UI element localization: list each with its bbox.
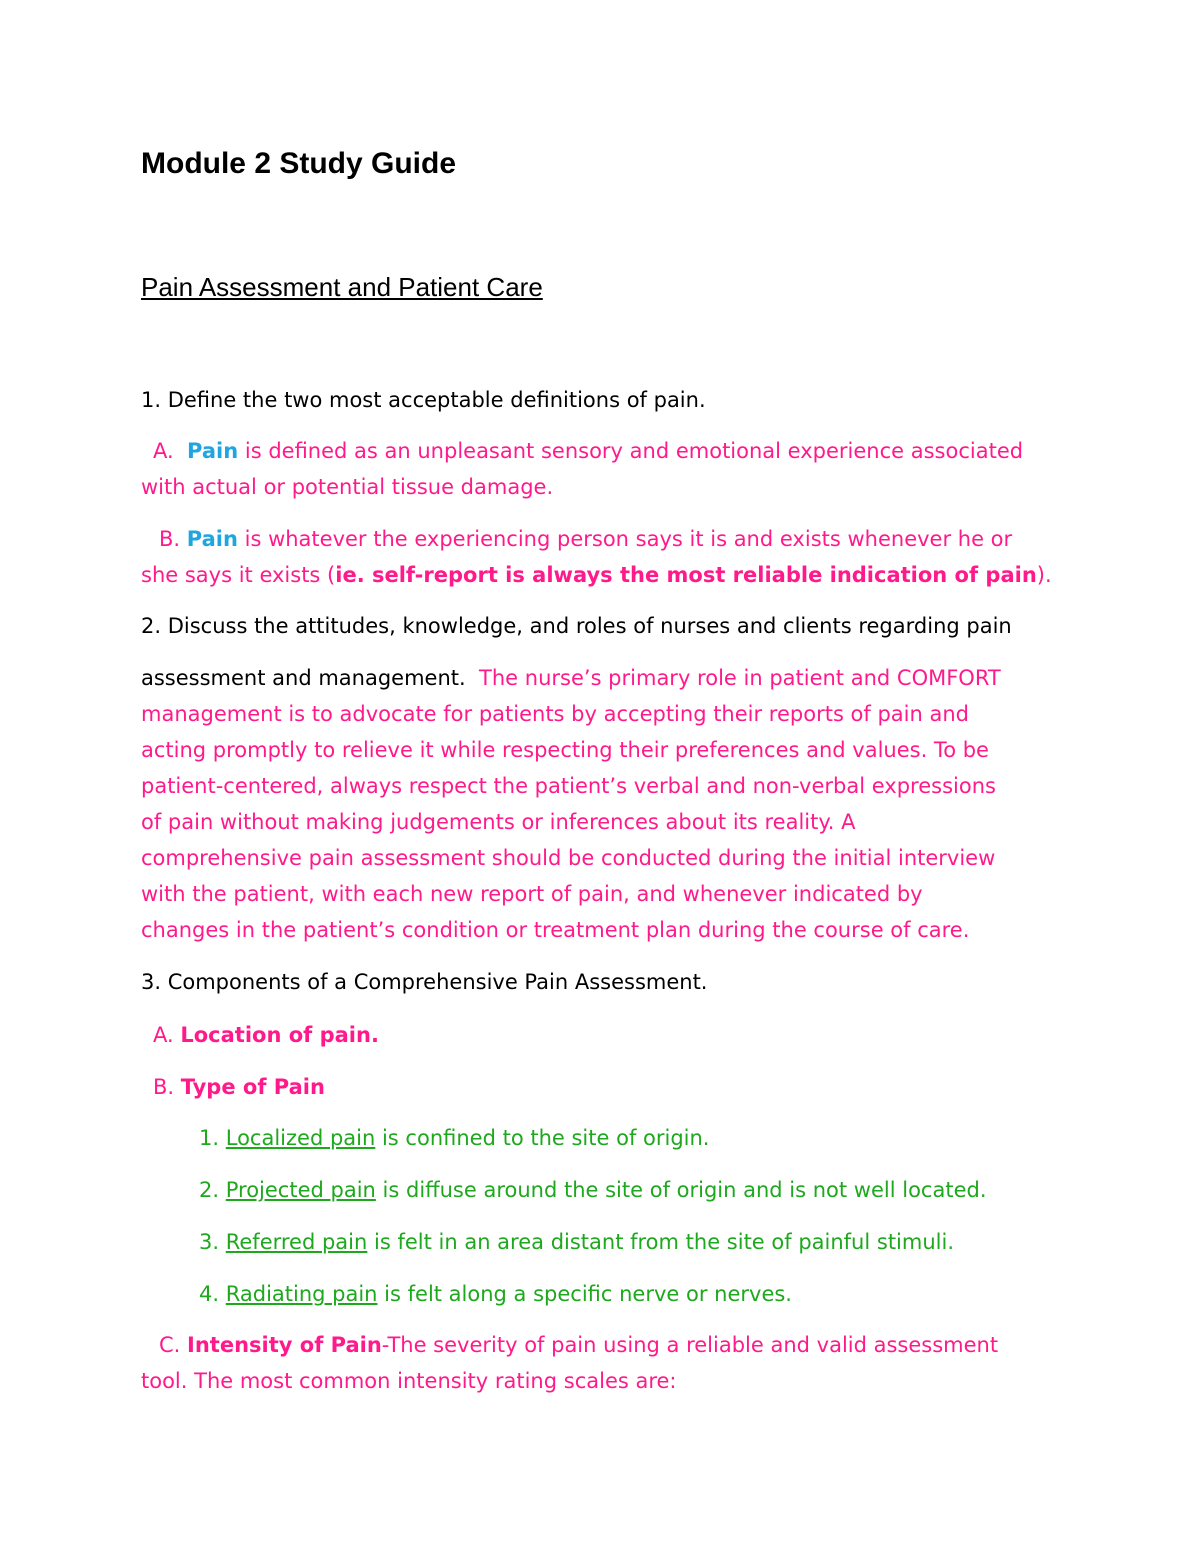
definition-a-text: is defined as an unpleasant sensory and emotional experience associated	[238, 439, 1024, 463]
component-c-line-1	[159, 1332, 998, 1358]
component-c-marker: C.	[159, 1333, 181, 1357]
document-title: Module 2 Study Guide	[141, 147, 457, 180]
definition-a-line-1	[153, 438, 1023, 464]
definition-a-line-2: with actual or potential tissue damage.	[141, 475, 554, 499]
component-a	[153, 1022, 379, 1048]
pain-type-1	[199, 1125, 709, 1151]
component-a-label: Location of pain.	[180, 1023, 379, 1047]
component-b-marker: B.	[153, 1075, 175, 1099]
pain-type-2-desc: is diffuse around the site of origin and is not well located.	[375, 1178, 987, 1202]
component-a-marker: A.	[153, 1023, 174, 1047]
pain-type-2	[199, 1177, 987, 1203]
pain-type-3	[199, 1229, 954, 1255]
answer-2-line-4: patient-centered, always respect the patient’s verbal and non-verbal expressions	[141, 774, 996, 798]
answer-2-line-7: with the patient, with each new report of pain, and whenever indicated by	[141, 882, 923, 906]
definition-b-term: Pain	[186, 527, 238, 551]
definition-a-term: Pain	[187, 439, 239, 463]
component-c-text: -The severity of pain using a reliable and valid assessment	[381, 1333, 999, 1357]
pain-type-4-term: Radiating pain	[225, 1282, 378, 1306]
question-3: 3. Components of a Comprehensive Pain Assessment.	[141, 970, 708, 994]
answer-2-line-8: changes in the patient’s condition or treatment plan during the course of care.	[141, 918, 970, 942]
answer-2-line-6: comprehensive pain assessment should be conducted during the initial interview	[141, 846, 996, 870]
pain-type-1-number: 1.	[199, 1126, 220, 1150]
definition-b-line-1	[159, 526, 1012, 552]
pain-type-3-number: 3.	[199, 1230, 220, 1254]
component-c-label: Intensity of Pain	[187, 1333, 382, 1357]
answer-2-line-2: management is to advocate for patients by accepting their reports of pain and	[141, 702, 970, 726]
definition-b-text-post: ).	[1036, 563, 1052, 587]
section-heading: Pain Assessment and Patient Care	[141, 272, 543, 302]
pain-type-2-term: Projected pain	[225, 1178, 376, 1202]
pain-type-1-desc: is confined to the site of origin.	[375, 1126, 710, 1150]
pain-type-3-term: Referred pain	[225, 1230, 368, 1254]
definition-a-marker: A.	[153, 439, 174, 463]
definition-b-marker: B.	[159, 527, 181, 551]
question-2-line-2	[141, 665, 1001, 691]
question-2-text: assessment and management.	[141, 666, 466, 690]
component-c-line-2: tool. The most common intensity rating scales are:	[141, 1369, 677, 1393]
question-1: 1. Define the two most acceptable definitions of pain.	[141, 388, 706, 412]
answer-2-line-3: acting promptly to relieve it while respecting their preferences and values. To be	[141, 738, 989, 762]
question-2-line-1: 2. Discuss the attitudes, knowledge, and roles of nurses and clients regarding pain	[141, 614, 1012, 638]
answer-2-line-5: of pain without making judgements or inferences about its reality. A	[141, 810, 856, 834]
component-b-label: Type of Pain	[180, 1075, 325, 1099]
pain-type-4-number: 4.	[199, 1282, 220, 1306]
definition-b-emphasis: ie. self-report is always the most reliable indication of pain	[335, 563, 1037, 587]
pain-type-4	[199, 1281, 792, 1307]
definition-b-text-pre: she says it exists (	[141, 563, 336, 587]
definition-b-text: is whatever the experiencing person says it is and exists whenever he or	[237, 527, 1013, 551]
component-b	[153, 1074, 325, 1100]
pain-type-1-term: Localized pain	[225, 1126, 376, 1150]
definition-b-line-2	[141, 562, 1052, 588]
pain-type-3-desc: is felt in an area distant from the site of painful stimuli.	[367, 1230, 954, 1254]
answer-2-line-1: The nurse’s primary role in patient and COMFORT	[479, 666, 1001, 690]
pain-type-4-desc: is felt along a specific nerve or nerves.	[377, 1282, 792, 1306]
pain-type-2-number: 2.	[199, 1178, 220, 1202]
